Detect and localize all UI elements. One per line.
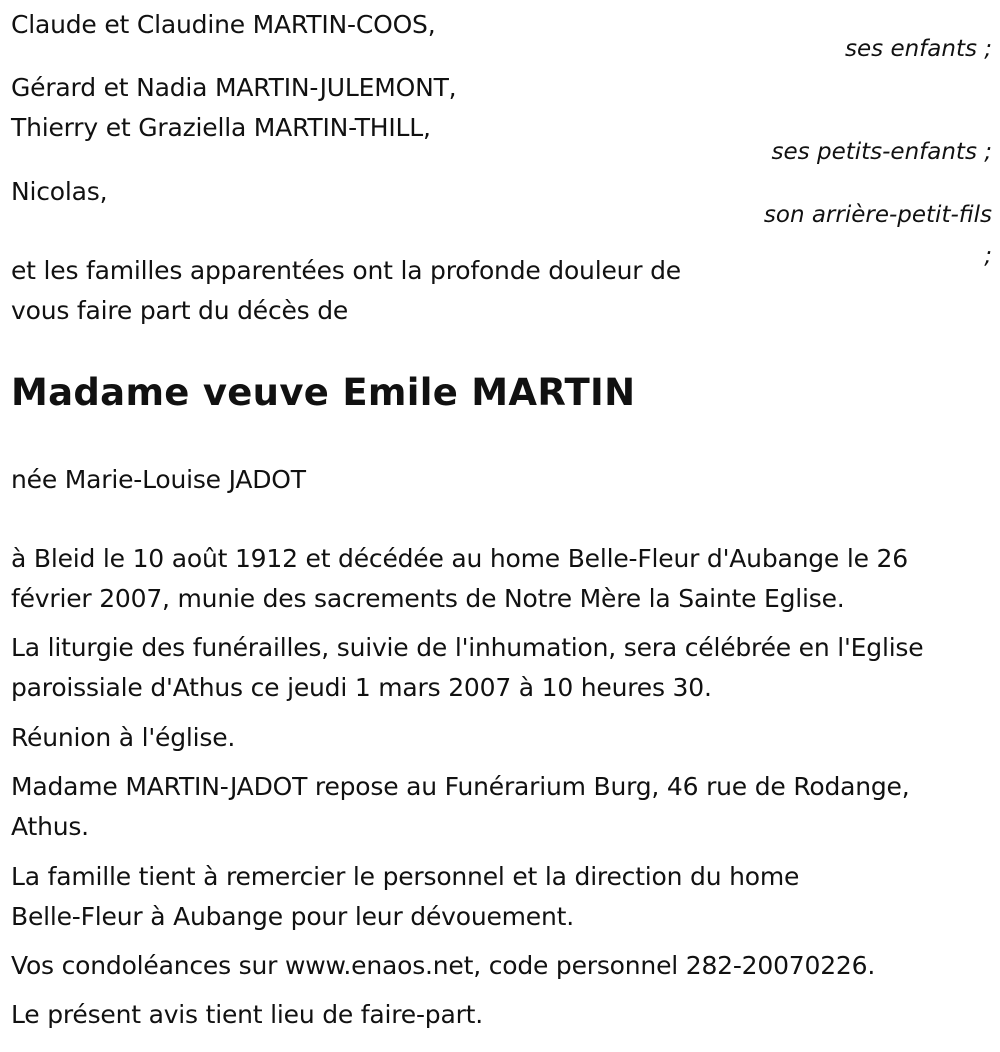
children-names: Claude et Claudine MARTIN-COOS,	[11, 10, 436, 39]
maiden-name: née Marie-Louise JADOT	[11, 465, 306, 494]
announcement-line-2: vous faire part du décès de	[11, 296, 349, 325]
repose-line-2: Athus.	[11, 812, 89, 841]
meeting-line: Réunion à l'église.	[11, 723, 236, 752]
grandchildren-names-2: Thierry et Graziella MARTIN-THILL,	[11, 113, 431, 142]
condolences-line: Vos condoléances sur www.enaos.net, code personnel 282-20070226.	[11, 951, 876, 980]
thanks-line-1: La famille tient à remercier le personnel et la direction du home	[11, 862, 800, 891]
deceased-name: Madame veuve Emile MARTIN	[11, 371, 636, 414]
announcement-line-1: et les familles apparentées ont la profonde douleur de	[11, 256, 681, 285]
birth-death-line-2: février 2007, munie des sacrements de Notre Mère la Sainte Eglise.	[11, 584, 845, 613]
birth-death-line-1: à Bleid le 10 août 1912 et décédée au home Belle-Fleur d'Aubange le 26	[11, 544, 908, 573]
thanks-line-2: Belle-Fleur à Aubange pour leur dévouement.	[11, 902, 574, 931]
great-grandchild-name: Nicolas,	[11, 177, 108, 206]
notice-line: Le présent avis tient lieu de faire-part.	[11, 1000, 484, 1029]
great-grandchild-label: son arrière-petit-fils	[763, 202, 992, 228]
children-label: ses enfants ;	[845, 36, 992, 62]
liturgy-line-1: La liturgie des funérailles, suivie de l'inhumation, sera célébrée en l'Eglise	[11, 633, 924, 662]
grandchildren-names-1: Gérard et Nadia MARTIN-JULEMONT,	[11, 73, 457, 102]
grandchildren-label: ses petits-enfants ;	[771, 139, 992, 165]
liturgy-line-2: paroissiale d'Athus ce jeudi 1 mars 2007 à 10 heures 30.	[11, 673, 712, 702]
repose-line-1: Madame MARTIN-JADOT repose au Funérarium Burg, 46 rue de Rodange,	[11, 772, 910, 801]
great-grandchild-label-end: ;	[984, 243, 992, 269]
